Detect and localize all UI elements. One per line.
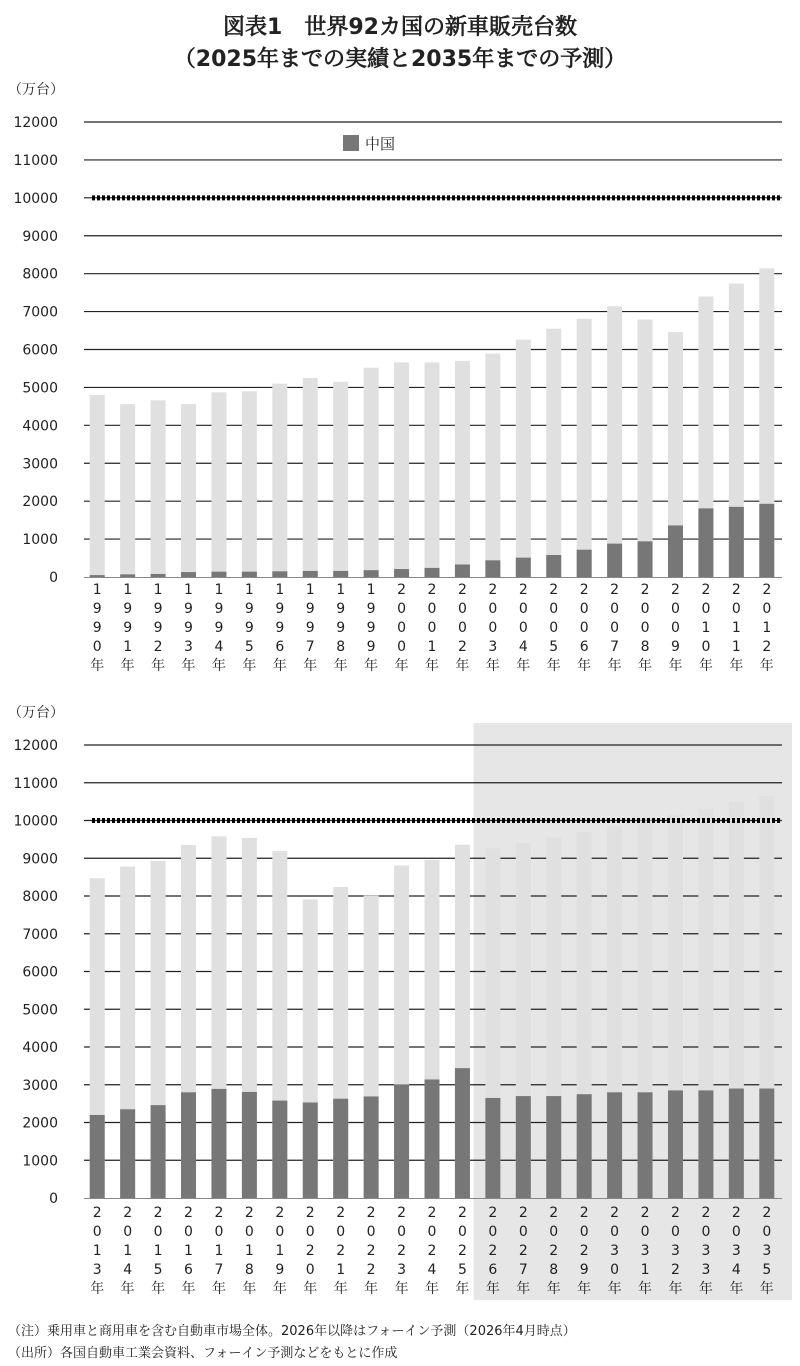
x-tick-label: 2 0 3 0 年	[607, 1205, 622, 1297]
chart-title-line2: （2025年までの実績と2035年までの予測）	[173, 47, 627, 72]
source-note: （出所）各国自動車工業会資料、フォーイン予測などをもとに作成	[8, 1346, 398, 1361]
x-tick-label: 2 0 2 1 年	[333, 1205, 348, 1297]
y-tick-label: 8000	[22, 889, 58, 905]
bar-china	[607, 544, 622, 577]
bar-china	[272, 1101, 287, 1198]
bar-china	[211, 572, 226, 577]
y-tick-label: 12000	[13, 115, 58, 131]
bar-china	[333, 1099, 348, 1198]
bar-total	[425, 362, 440, 577]
bar-total	[516, 340, 531, 577]
x-tick-label: 2 0 0 7 年	[607, 582, 622, 674]
x-tick-label: 2 0 1 8 年	[242, 1205, 257, 1297]
y-tick-label: 9000	[22, 851, 58, 868]
bar-china	[668, 525, 683, 577]
bar-total	[546, 329, 561, 577]
x-tick-label: 2 0 2 7 年	[516, 1205, 531, 1297]
bar-total	[120, 404, 135, 577]
x-tick-label: 1 9 9 4 年	[211, 582, 226, 674]
bar-china	[90, 1115, 105, 1198]
x-tick-label: 1 9 9 0 年	[90, 582, 105, 674]
bar-total	[272, 384, 287, 577]
x-tick-label: 2 0 1 1 年	[729, 582, 744, 674]
x-tick-label: 2 0 1 9 年	[272, 1205, 287, 1297]
y-tick-label: 1000	[22, 1153, 58, 1170]
bar-china	[394, 1084, 409, 1198]
bar-china	[90, 575, 105, 577]
x-tick-label: 2 0 0 3 年	[485, 582, 500, 674]
bar-china	[485, 1098, 500, 1198]
bar-total	[455, 361, 470, 577]
bar-china	[638, 541, 653, 577]
bar-total	[90, 395, 105, 577]
bar-china	[577, 550, 592, 577]
x-tick-label: 1 9 9 9 年	[364, 582, 379, 674]
x-tick-label: 2 0 0 2 年	[455, 582, 470, 674]
bar-china	[516, 558, 531, 577]
bar-total	[607, 306, 622, 577]
bar-total	[485, 354, 500, 577]
x-tick-label: 2 0 3 2 年	[668, 1205, 683, 1297]
footnote: （注）乗用車と商用車を含む自動車市場全体。2026年以降はフォーイン予測（2026年4月時点）	[8, 1324, 576, 1339]
y-tick-label: 12000	[13, 738, 58, 754]
bar-china	[303, 1102, 318, 1198]
bar-total	[181, 404, 196, 577]
x-tick-label: 2 0 0 5 年	[546, 582, 561, 674]
bar-china	[455, 564, 470, 577]
bar-china	[546, 555, 561, 577]
y-tick-label: 11000	[13, 152, 58, 169]
bar-china	[151, 1105, 166, 1198]
y-tick-label: 9000	[22, 228, 58, 245]
x-tick-label: 2 0 2 6 年	[485, 1205, 500, 1297]
bar-china	[668, 1090, 683, 1198]
bar-china	[729, 507, 744, 577]
y-tick-label: 10000	[13, 813, 58, 830]
x-tick-label: 2 0 3 5 年	[759, 1205, 774, 1297]
bar-china	[425, 568, 440, 577]
y-tick-label: 6000	[22, 342, 58, 359]
legend-label-china: 中国	[365, 135, 396, 153]
bar-china	[546, 1096, 561, 1198]
x-tick-label: 2 0 2 8 年	[546, 1205, 561, 1297]
bar-china	[394, 569, 409, 577]
x-tick-label: 1 9 9 2 年	[151, 582, 166, 674]
bar-china	[638, 1092, 653, 1198]
y-tick-label: 11000	[13, 775, 58, 792]
x-tick-label: 1 9 9 8 年	[333, 582, 348, 674]
bar-total	[638, 320, 653, 577]
bar-china	[577, 1094, 592, 1198]
bar-china	[729, 1089, 744, 1198]
bar-china	[120, 574, 135, 577]
y-tick-label: 3000	[22, 456, 58, 473]
bar-total	[364, 368, 379, 577]
chart-2013-2035	[0, 690, 800, 1310]
y-tick-label: 3000	[22, 1077, 58, 1094]
bar-china	[303, 571, 318, 577]
bar-total	[333, 382, 348, 577]
x-tick-label: 2 0 1 7 年	[211, 1205, 226, 1297]
x-tick-label: 2 0 1 3 年	[90, 1205, 105, 1297]
y-tick-label: 7000	[22, 926, 58, 943]
bar-total	[394, 362, 409, 577]
x-tick-label: 2 0 2 9 年	[577, 1205, 592, 1297]
x-tick-label: 2 0 2 5 年	[455, 1205, 470, 1297]
x-tick-label: 2 0 2 0 年	[303, 1205, 318, 1297]
bar-total	[577, 319, 592, 577]
y-axis-unit: （万台）	[8, 705, 64, 721]
x-tick-label: 2 0 1 6 年	[181, 1205, 196, 1297]
y-tick-label: 2000	[22, 1115, 58, 1132]
y-tick-label: 1000	[22, 532, 58, 549]
x-tick-label: 2 0 0 4 年	[516, 582, 531, 674]
x-tick-label: 2 0 3 4 年	[729, 1205, 744, 1297]
bar-china	[516, 1096, 531, 1198]
y-tick-label: 2000	[22, 494, 58, 511]
x-tick-label: 2 0 0 8 年	[638, 582, 653, 674]
x-tick-label: 2 0 1 0 年	[698, 582, 713, 674]
bar-china	[211, 1089, 226, 1198]
x-tick-label: 1 9 9 5 年	[242, 582, 257, 674]
y-tick-label: 4000	[22, 418, 58, 435]
bar-china	[698, 1090, 713, 1198]
bar-china	[455, 1068, 470, 1198]
bar-china	[181, 572, 196, 577]
x-tick-label: 2 0 0 1 年	[425, 582, 439, 674]
x-tick-label: 2 0 1 4 年	[120, 1205, 135, 1297]
x-tick-label: 2 0 2 4 年	[425, 1205, 439, 1297]
y-tick-label: 8000	[22, 266, 58, 283]
y-tick-label: 5000	[22, 1002, 58, 1019]
x-tick-label: 2 0 0 9 年	[668, 582, 683, 674]
bar-total	[303, 378, 318, 577]
x-tick-label: 2 0 0 6 年	[577, 582, 592, 674]
bar-china	[485, 560, 500, 577]
bar-china	[759, 1089, 774, 1198]
chart-title-line1: 図表1 世界92カ国の新車販売台数	[223, 15, 577, 40]
bar-china	[759, 504, 774, 577]
bar-china	[242, 1092, 257, 1198]
y-axis-unit: （万台）	[8, 82, 64, 98]
legend-swatch-china	[343, 135, 359, 151]
bar-total	[151, 400, 166, 577]
x-tick-label: 2 0 3 3 年	[698, 1205, 713, 1297]
y-tick-label: 0	[49, 570, 58, 586]
y-tick-label: 0	[49, 1191, 58, 1207]
bar-total	[242, 391, 257, 577]
bar-china	[607, 1092, 622, 1198]
bar-china	[151, 574, 166, 577]
y-tick-label: 5000	[22, 380, 58, 397]
y-tick-label: 4000	[22, 1040, 58, 1056]
bar-china	[272, 571, 287, 577]
x-tick-label: 2 0 1 5 年	[151, 1205, 166, 1297]
bar-china	[120, 1109, 135, 1198]
bar-total	[211, 392, 226, 577]
x-tick-label: 2 0 2 2 年	[364, 1205, 379, 1297]
x-tick-label: 2 0 0 0 年	[394, 582, 409, 674]
bar-china	[425, 1079, 440, 1198]
x-tick-label: 1 9 9 1 年	[120, 582, 135, 674]
x-tick-label: 1 9 9 7 年	[303, 582, 318, 674]
y-tick-label: 7000	[22, 304, 58, 321]
x-tick-label: 1 9 9 6 年	[272, 582, 287, 674]
y-tick-label: 10000	[13, 190, 58, 207]
bar-china	[333, 571, 348, 577]
bar-china	[364, 1096, 379, 1198]
bar-china	[242, 572, 257, 577]
bar-china	[181, 1092, 196, 1198]
y-tick-label: 6000	[22, 964, 58, 981]
x-tick-label: 2 0 3 1 年	[638, 1205, 653, 1297]
x-tick-label: 2 0 1 2 年	[759, 582, 774, 674]
bar-china	[364, 570, 379, 577]
x-tick-label: 2 0 2 3 年	[394, 1205, 409, 1297]
bar-china	[698, 508, 713, 577]
x-tick-label: 1 9 9 3 年	[181, 582, 196, 674]
